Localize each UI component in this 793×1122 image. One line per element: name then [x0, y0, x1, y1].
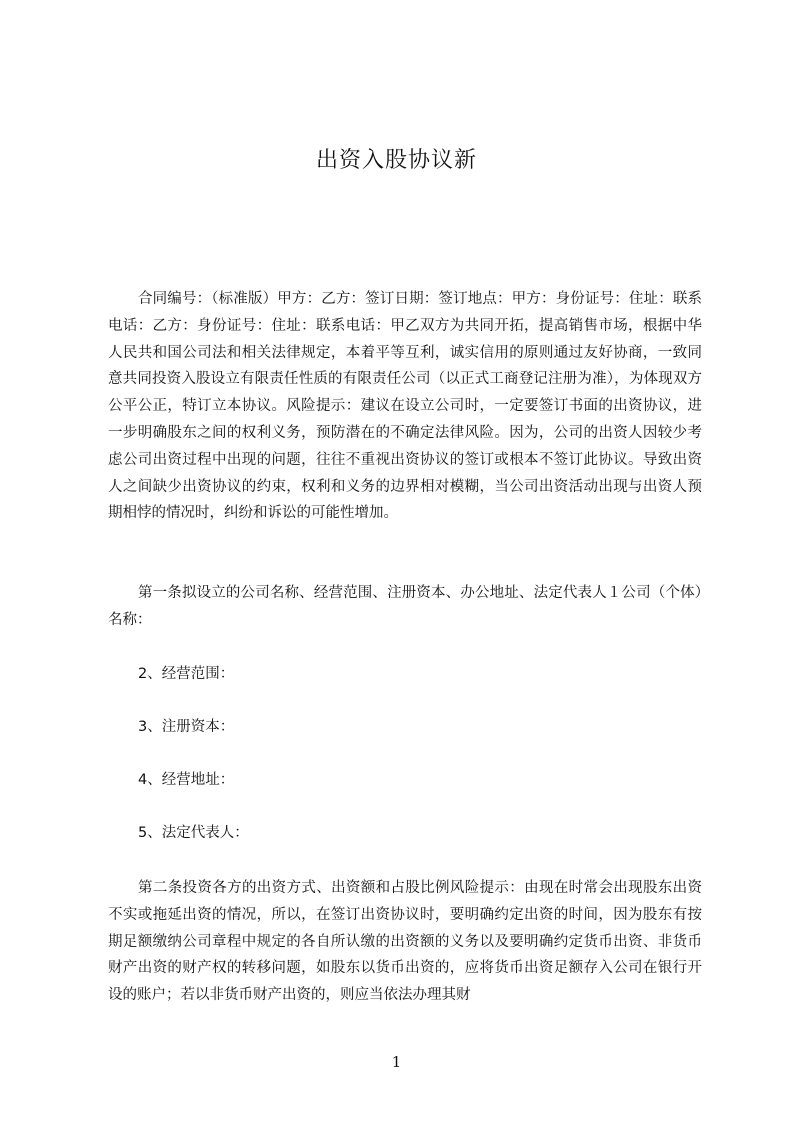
- item-registered-capital: 3、注册资本：: [138, 719, 235, 735]
- article-1-paragraph: 第一条拟设立的公司名称、经营范围、注册资本、办公地址、法定代表人１公司（个体）名称：: [108, 585, 702, 628]
- item-legal-representative: 5、法定代表人：: [138, 825, 249, 841]
- page-number: 1: [391, 1053, 402, 1071]
- intro-paragraph: 合同编号：（标准版）甲方：乙方：签订日期：签订地点：甲方：身份证号：住址：联系电话：乙方：身份证号：住址：联系电话：甲乙双方为共同开拓，提高销售市场，根据中华人民共和国公司法和相关法律规定，本着平等互利，诚实信用的原则通过友好协商，一致同意共同投资入股设立有限责任性质的有限责任公司（以正式工商登记注册为准），为体现双方公平公正，特订立本协议。风险提示：建议在设立公司时，一定要签订书面的出资协议，进一步明确股东之间的权利义务，预防潜在的不确定法律风险。因为，公司的出资人因较少考虑公司出资过程中出现的问题，往往不重视出资协议的签订或根本不签订此协议。导致出资人之间缺少出资协议的约束，权利和义务的边界相对模糊，当公司出资活动出现与出资人预期相悖的情况时，纠纷和诉讼的可能性增加。: [108, 291, 702, 522]
- document-title: 出资入股协议新: [315, 148, 477, 173]
- item-business-scope: 2、经营范围：: [138, 666, 235, 682]
- article-2-paragraph: 第二条投资各方的出资方式、出资额和占股比例风险提示：由现在时常会出现股东出资不实或拖延出资的情况，所以，在签订出资协议时，要明确约定出资的时间，因为股东有按期足额缴纳公司章程中规定的各自所认缴的出资额的义务以及要明确约定货币出资、非货币财产出资的财产权的转移问题，如股东以货币出资的，应将货币出资足额存入公司在银行开设的账户；若以非货币财产出资的，则应当依法办理其财: [108, 880, 702, 1004]
- item-business-address: 4、经营地址：: [138, 772, 235, 788]
